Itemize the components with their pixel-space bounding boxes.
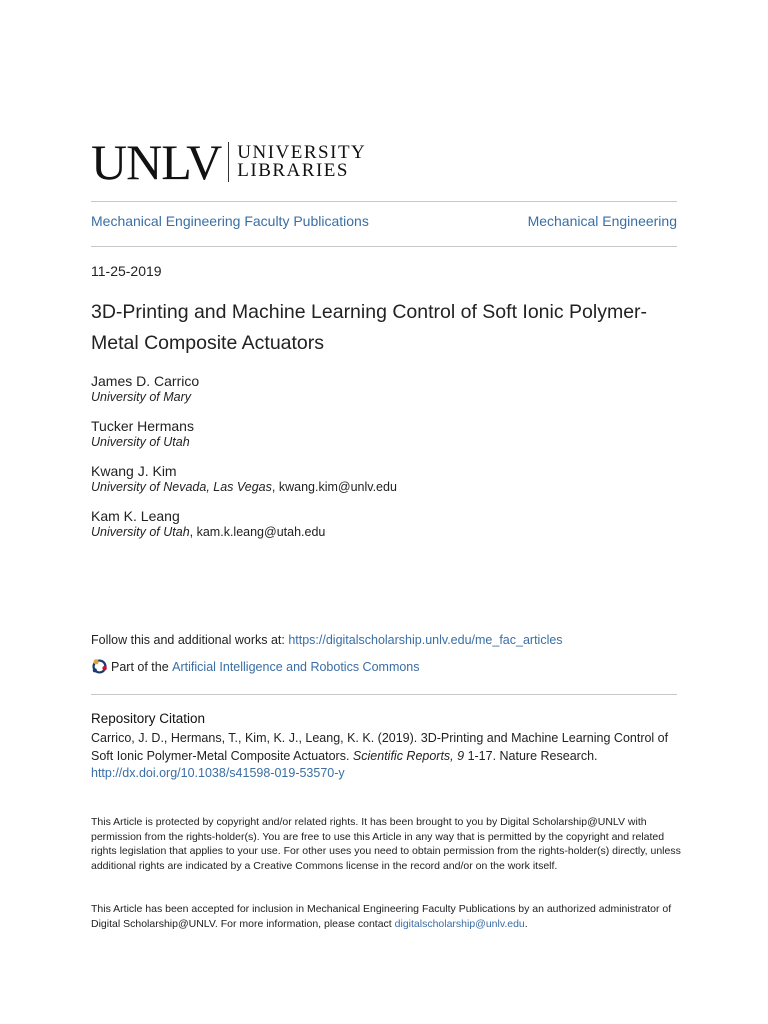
affiliation-text: University of Mary <box>91 390 192 404</box>
logo-line-2: LIBRARIES <box>237 160 349 181</box>
article-title: 3D-Printing and Machine Learning Control of Soft Ionic Polymer-Metal Composite Actuators <box>91 301 648 354</box>
nav-bottom-rule <box>91 246 677 247</box>
acceptance-statement <box>91 902 681 931</box>
author-entry <box>91 463 677 496</box>
follow-line <box>91 633 563 647</box>
part-of-line <box>91 658 420 675</box>
author-entry <box>91 418 677 451</box>
logo-line-1: UNIVERSITY <box>237 142 367 163</box>
logo-divider <box>228 142 229 182</box>
doi-link[interactable]: http://dx.doi.org/10.1038/s41598-019-53570-y <box>91 766 345 780</box>
author-affiliation: University of Utah, kam.k.leang@utah.edu <box>91 525 326 539</box>
author-entry <box>91 373 677 406</box>
author-list <box>91 373 677 553</box>
citation-text <box>91 730 681 783</box>
author-affiliation <box>91 389 677 406</box>
rights-statement: This Article is protected by copyright and/or related rights. It has been brought to you by Digital Scholarship@UNLV with permission from the rights-holder(s). You are free to use this Article in any way that is permitted by the copyright and related rights legislation that applies to your use. For other uses you need to obtain permission from the rights-holder(s) directly, unless additional rights are indicated by a Creative Commons license in the record and/or on the work itself. <box>91 816 681 872</box>
logo-text <box>237 144 366 180</box>
author-name: Tucker Hermans <box>91 418 194 434</box>
network-icon <box>91 658 108 675</box>
citation-main: Carrico, J. D., Hermans, T., Kim, K. J., Leang, K. K. (2019). 3D-Printing and Machine Learning Control of Soft Ionic Polymer-Metal Composite Actuators. <box>91 731 669 763</box>
author-name: Kwang J. Kim <box>91 463 177 479</box>
citation-heading: Repository Citation <box>91 711 206 726</box>
acceptance-end: . <box>524 917 528 930</box>
logo-mark: UNLV <box>91 134 222 190</box>
author-name: James D. Carrico <box>91 373 200 389</box>
author-email: kam.k.leang@utah.edu <box>196 525 326 539</box>
author-affiliation: University of Nevada, Las Vegas, kwang.kim@unlv.edu <box>91 480 397 494</box>
author-name: Kam K. Leang <box>91 508 180 524</box>
partof-prefix: Part of the <box>111 659 169 674</box>
author-email: kwang.kim@unlv.edu <box>278 480 397 494</box>
unlv-libraries-logo <box>91 134 367 190</box>
citation-tail: 1-17. Nature Research. <box>464 748 598 763</box>
collection-url-link[interactable]: https://digitalscholarship.unlv.edu/me_fac_articles <box>288 633 563 647</box>
author-affiliation <box>91 434 677 451</box>
contact-email-link[interactable]: digitalscholarship@unlv.edu <box>394 917 525 930</box>
author-entry <box>91 508 677 541</box>
faculty-publications-link[interactable]: Mechanical Engineering Faculty Publications <box>91 213 369 229</box>
mechanical-engineering-link[interactable]: Mechanical Engineering <box>527 213 677 229</box>
citation-rule <box>91 694 677 695</box>
affiliation-text: University of Utah <box>91 525 190 539</box>
commons-link[interactable]: Artificial Intelligence and Robotics Commons <box>172 659 420 674</box>
follow-prefix: Follow this and additional works at: <box>91 633 289 647</box>
affiliation-text: University of Utah <box>91 435 190 449</box>
collection-nav <box>91 213 677 229</box>
publication-date: 11-25-2019 <box>91 263 162 279</box>
affiliation-text: University of Nevada, Las Vegas <box>91 480 272 494</box>
top-rule <box>91 201 677 202</box>
acceptance-text: This Article has been accepted for inclusion in Mechanical Engineering Faculty Publications by an authorized administrator of Digital Scholarship@UNLV. For more information, please contact <box>91 903 672 930</box>
citation-journal: Scientific Reports, 9 <box>352 748 465 763</box>
